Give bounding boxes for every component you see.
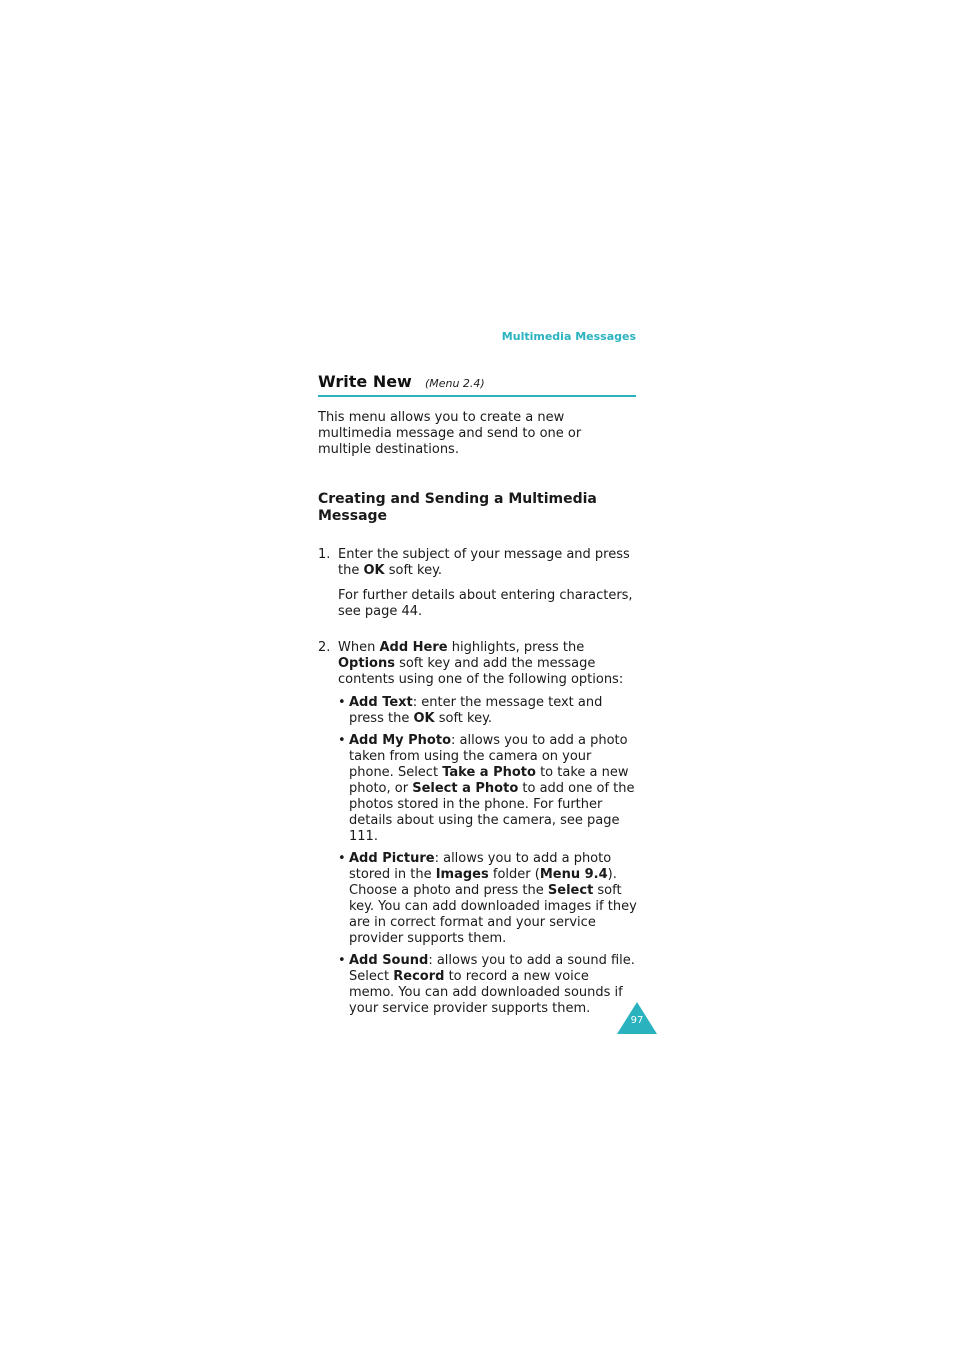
running-header: Multimedia Messages (501, 330, 636, 343)
bullet-icon: • (338, 953, 346, 968)
body-content (318, 410, 638, 1017)
page-number-badge (617, 1002, 657, 1034)
page-number: 97 (630, 1015, 644, 1026)
step-text: When Add Here highlights, press the Options soft key and add the message contents using one of the following options: (338, 640, 624, 687)
menu-reference: (Menu 2.4) (424, 377, 485, 390)
section-title (318, 372, 636, 397)
bullet-icon: • (338, 733, 346, 748)
bullet-icon: • (338, 851, 346, 866)
list-item: • Add Sound: allows you to add a sound file. Select Record to record a new voice memo. You can add downloaded sounds if your service provider supports them. (338, 953, 635, 1016)
step-text: Enter the subject of your message and press the OK soft key. (338, 547, 630, 578)
step-number: 1. (318, 547, 331, 562)
step-note: For further details about entering characters, see page 44. (338, 588, 633, 619)
steps-list (318, 547, 638, 1017)
page-title: Write New (318, 372, 412, 391)
list-item: • Add Text: enter the message text and press the OK soft key. (338, 695, 603, 726)
step-1 (318, 547, 638, 620)
subsection-heading: Creating and Sending a Multimedia Message (318, 491, 597, 524)
step-number: 2. (318, 640, 331, 655)
list-item: • Add Picture: allows you to add a photo stored in the Images folder (Menu 9.4). Choose a photo and press the Select soft key. You can add downloaded images if they are in correct format and your service provider supports them. (338, 851, 637, 946)
options-list (338, 695, 638, 1017)
intro-paragraph: This menu allows you to create a new multimedia message and send to one or multiple destinations. (318, 410, 582, 457)
bullet-icon: • (338, 695, 346, 710)
step-2 (318, 640, 638, 1017)
list-item: • Add My Photo: allows you to add a photo taken from using the camera on your phone. Select Take a Photo to take a new photo, or Select a Photo to add one of the photos stored in the phone. For further details about using the camera, see page 111. (338, 733, 635, 844)
